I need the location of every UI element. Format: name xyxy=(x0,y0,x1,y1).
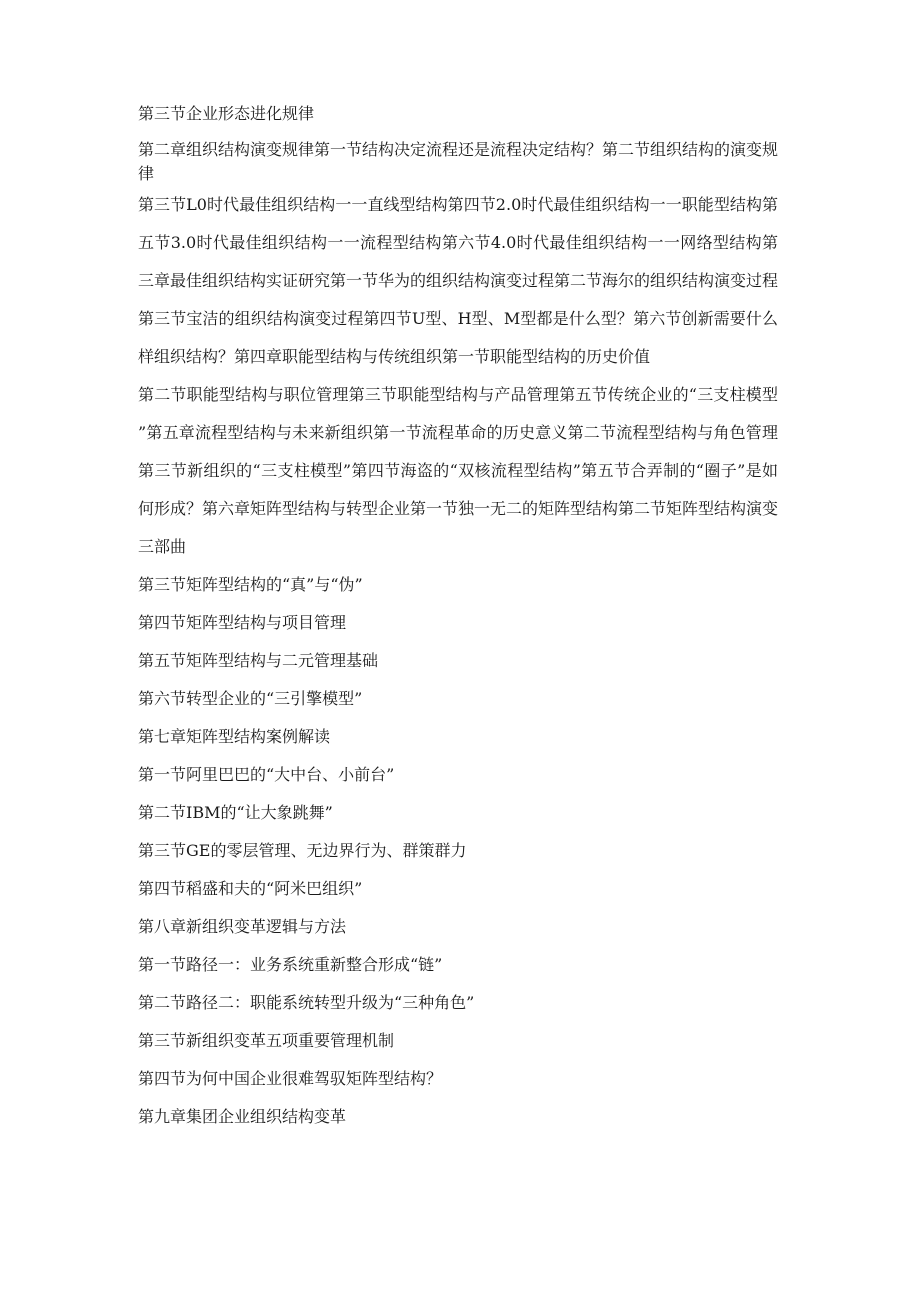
paragraph-12: 第三节GE的零层管理、无边界行为、群策群力 xyxy=(138,841,467,860)
paragraph-16: 第二节路径二：职能系统转型升级为“三种角色” xyxy=(138,993,475,1012)
paragraph-13: 第四节稻盛和夫的“阿米巴组织” xyxy=(138,879,363,898)
paragraph-15: 第一节路径一：业务系统重新整合形成“链” xyxy=(138,955,443,974)
paragraph-14: 第八章新组织变革逻辑与方法 xyxy=(138,917,347,936)
paragraph-18: 第四节为何中国企业很难驾驭矩阵型结构？ xyxy=(138,1069,443,1088)
paragraph-19: 第九章集团企业组织结构变革 xyxy=(138,1107,347,1126)
paragraph-2: 第二章组织结构演变规律第一节结构决定流程还是流程决定结构？第二节组织结构的演变规律 xyxy=(138,140,779,183)
paragraph-3: 第三节L0时代最佳组织结构一一直线型结构第四节2.0时代最佳组织结构一一职能型结构第五节3.0时代最佳组织结构一一流程型结构第六节4.0时代最佳组织结构一一网络型结构第三章最佳组织结构实证研究第一节华为的组织结构演变过程第二节海尔的组织结构演变过程第三节宝洁的组织结构演变过程第四节U型、H型、M型都是什么型？第六节创新需要什么样组织结构？第四章职能型结构与传统组织第一节职能型结构的历史价值 xyxy=(138,195,779,366)
paragraph-10: 第一节阿里巴巴的“大中台、小前台” xyxy=(138,765,395,784)
paragraph-17: 第三节新组织变革五项重要管理机制 xyxy=(138,1031,395,1050)
paragraph-8: 第六节转型企业的“三引擎模型” xyxy=(138,689,363,708)
paragraph-4: 第二节职能型结构与职位管理第三节职能型结构与产品管理第五节传统企业的“三支柱模型”第五章流程型结构与未来新组织第一节流程革命的历史意义第二节流程型结构与角色管理第三节新组织的“三支柱模型”第四节海盗的“双核流程型结构”第五节合弄制的“圈子”是如何形成？第六章矩阵型结构与转型企业第一节独一无二的矩阵型结构第二节矩阵型结构演变三部曲 xyxy=(138,385,779,556)
paragraph-7: 第五节矩阵型结构与二元管理基础 xyxy=(138,651,379,670)
paragraph-9: 第七章矩阵型结构案例解读 xyxy=(138,727,331,746)
document-body xyxy=(138,102,778,1136)
paragraph-5: 第三节矩阵型结构的“真”与“伪” xyxy=(138,575,363,594)
paragraph-6: 第四节矩阵型结构与项目管理 xyxy=(138,613,347,632)
paragraph-1: 第三节企业形态进化规律 xyxy=(138,104,315,123)
paragraph-11: 第二节IBM的“让大象跳舞” xyxy=(138,803,333,822)
